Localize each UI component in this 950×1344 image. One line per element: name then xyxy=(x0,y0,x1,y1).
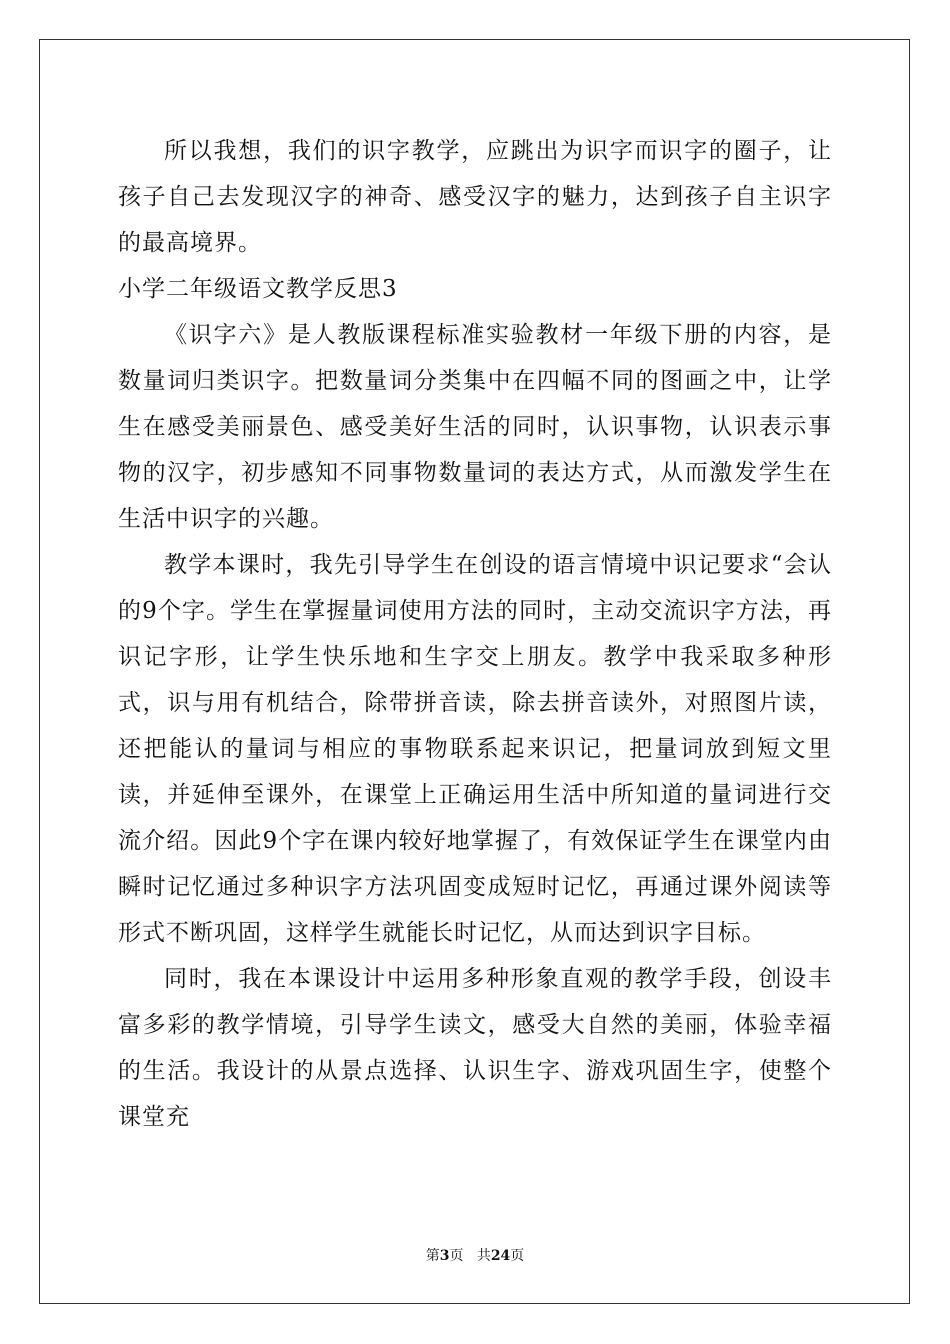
section-heading: 小学二年级语文教学反思3 xyxy=(118,276,398,302)
page-suffix: 页 xyxy=(449,1248,464,1264)
section-paragraph-1: 《识字六》是人教版课程标准实验教材一年级下册的内容，是数量词归类识字。把数量词分类集中在四幅不同的图画之中，让学生在感受美丽景色、感受美好生活的同时，认识事物，认识表示事物的汉字，初步感知不同事物数量词的表达方式，从而激发学生在生活中识字的兴趣。 xyxy=(118,322,832,532)
total-pages: 24 xyxy=(490,1248,511,1264)
page-number: 3 xyxy=(439,1248,450,1264)
paragraph-1: 所以我想，我们的识字教学，应跳出为识字而识字的圈子，让孩子自己去发现汉字的神奇、感受汉字的魅力，达到孩子自主识字的最高境界。 xyxy=(118,138,832,256)
total-suffix: 页 xyxy=(510,1248,525,1264)
page-prefix: 第 xyxy=(425,1248,440,1264)
page-footer xyxy=(0,1245,950,1265)
document-body xyxy=(118,128,832,1140)
total-prefix: 共 xyxy=(476,1248,491,1264)
section-paragraph-3: 同时，我在本课设计中运用多种形象直观的教学手段，创设丰富多彩的教学情境，引导学生读文，感受大自然的美丽，体验幸福的生活。我设计的从景点选择、认识生字、游戏巩固生字，使整个课堂充 xyxy=(118,966,832,1130)
section-paragraph-2: 教学本课时，我先引导学生在创设的语言情境中识记要求“会认的9个字。学生在掌握量词使用方法的同时，主动交流识字方法，再识记字形，让学生快乐地和生字交上朋友。教学中我采取多种形式，识与用有机结合，除带拼音读，除去拼音读外，对照图片读，还把能认的量词与相应的事物联系起来识记，把量词放到短文里读，并延伸至课外，在课堂上正确运用生活中所知道的量词进行交流介绍。因此9个字在课内较好地掌握了，有效保证学生在课堂内由瞬时记忆通过多种识字方法巩固变成短时记忆，再通过课外阅读等形式不断巩固，这样学生就能长时记忆，从而达到识字目标。 xyxy=(118,552,832,946)
